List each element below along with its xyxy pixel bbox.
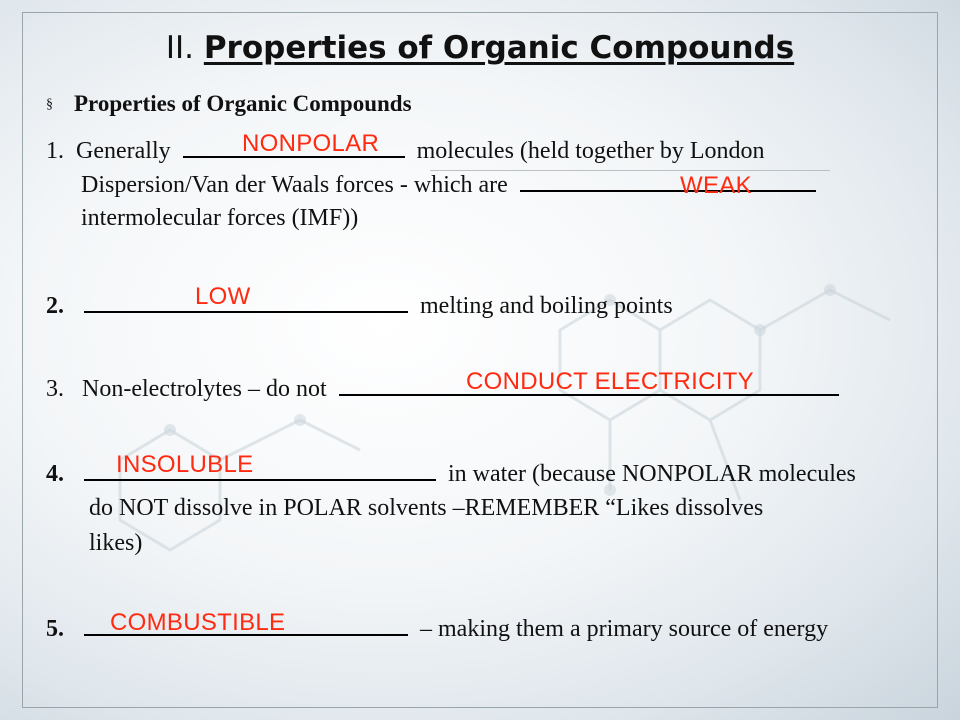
item-2-line [46, 287, 673, 322]
answer-weak: WEAK [680, 172, 752, 199]
heading-text: Properties of Organic Compounds [74, 91, 412, 116]
item-1-line-3: intermolecular forces (IMF)) [81, 205, 359, 231]
bullet-icon: § [46, 97, 53, 112]
item-1-line-2-text: Dispersion/Van der Waals forces - which are [81, 172, 508, 198]
item-5-number: 5. [46, 616, 64, 642]
item-1-blank-2 [520, 166, 816, 192]
item-2-number: 2. [46, 293, 64, 319]
item-5-post: – making them a primary source of energy [420, 616, 829, 642]
title-main: Properties of Organic Compounds [203, 30, 795, 66]
item-4-line-2: do NOT dissolve in POLAR solvents –REMEMBER “Likes dissolves [89, 495, 764, 521]
item-3-pre: Non-electrolytes – do not [82, 376, 327, 402]
item-1-number: 1. [46, 138, 64, 164]
answer-conduct-electricity: CONDUCT ELECTRICITY [466, 368, 754, 395]
item-1-pre: Generally [76, 138, 171, 164]
item-4-number: 4. [46, 461, 64, 487]
item-2-post: melting and boiling points [420, 293, 673, 319]
answer-insoluble: INSOLUBLE [116, 451, 254, 478]
item-1-post: molecules (held together by London [416, 138, 765, 164]
item-1-line-1 [46, 132, 765, 167]
answer-combustible: COMBUSTIBLE [110, 609, 286, 636]
answer-nonpolar: NONPOLAR [242, 130, 380, 157]
title-prefix: II. [165, 30, 204, 66]
item-4-post: in water (because NONPOLAR molecules [448, 461, 856, 487]
item-3-number: 3. [46, 376, 64, 402]
item-4-line-3: likes) [89, 530, 143, 556]
answer-low: LOW [195, 283, 251, 310]
slide-title [0, 30, 960, 66]
section-heading [46, 88, 412, 121]
